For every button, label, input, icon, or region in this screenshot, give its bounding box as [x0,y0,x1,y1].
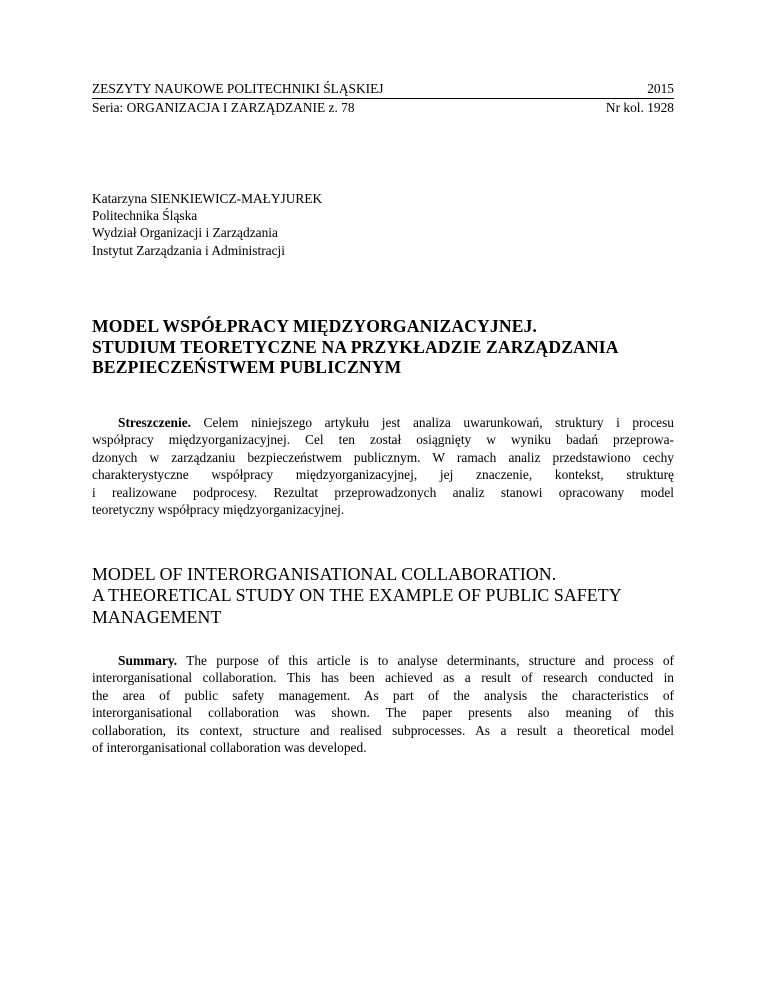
abstract-line: Streszczenie. Celem niniejszego artykułu jest analiza uwarunkowań, struktury i procesu [118,415,674,430]
summary-line: interorganisational collaboration was shown. The paper presents also meaning of this [92,705,674,721]
abstract-line: teoretyczny współpracy międzyorganizacyjnej. [92,501,345,517]
abstract-english [92,652,674,756]
series-info: Seria: ORGANIZACJA I ZARZĄDZANIE z. 78 [92,100,355,115]
author-university: Politechnika Śląska [92,208,198,224]
summary-label: Summary. [118,653,178,668]
author-name: Katarzyna SIENKIEWICZ-MAŁYJUREK [92,191,323,206]
title-english-line: MANAGEMENT [92,606,222,627]
header-row-series [92,99,674,116]
abstract-line: i realizowane podprocesy. Rezultat przeprowadzonych analiz stanowi opracowany model [92,484,674,500]
journal-name: ZESZYTY NAUKOWE POLITECHNIKI ŚLĄSKIEJ [92,81,384,96]
summary-line: interorganisational collaboration. This has been achieved as a result of research conducted in [92,670,674,686]
summary-line: the area of public safety management. As part of the analysis the characteristics of [92,687,674,703]
issue-number: Nr kol. 1928 [605,100,674,115]
author-faculty: Wydział Organizacji i Zarządzania [92,225,278,241]
summary-line: of interorganisational collaboration was developed. [92,739,367,755]
abstract-label: Streszczenie. [118,415,191,430]
title-english [92,564,682,628]
title-polish-line: MODEL WSPÓŁPRACY MIĘDZYORGANIZACYJNEJ. [92,316,538,336]
title-polish [92,316,682,378]
header-row-journal [92,80,674,99]
summary-line: Summary. The purpose of this article is to analyse determinants, structure and process of [118,653,674,668]
title-polish-line: BEZPIECZEŃSTWEM PUBLICZNYM [92,357,402,377]
journal-header [92,80,674,116]
author-institute: Instytut Zarządzania i Administracji [92,242,285,258]
publication-year: 2015 [647,81,674,96]
author-affiliation [92,190,322,259]
title-polish-line: STUDIUM TEORETYCZNE NA PRZYKŁADZIE ZARZĄDZANIA [92,336,619,357]
abstract-line: współpracy międzyorganizacyjnej. Cel ten został osiągnięty w wyniku badań przeprowa- [92,432,674,448]
title-english-line: A THEORETICAL STUDY ON THE EXAMPLE OF PUBLIC SAFETY [92,585,622,606]
summary-line: collaboration, its context, structure and realised subprocesses. As a result a theoretical model [92,722,674,738]
abstract-polish [92,414,674,518]
abstract-line: charakterystyczne współpracy międzyorganizacyjnej, jej znaczenie, kontekst, strukturę [92,467,674,483]
title-english-line: MODEL OF INTERORGANISATIONAL COLLABORATION. [92,564,557,584]
abstract-line: dzonych w zarządzaniu bezpieczeństwem publicznym. W ramach analiz przedstawiono cechy [92,449,674,465]
